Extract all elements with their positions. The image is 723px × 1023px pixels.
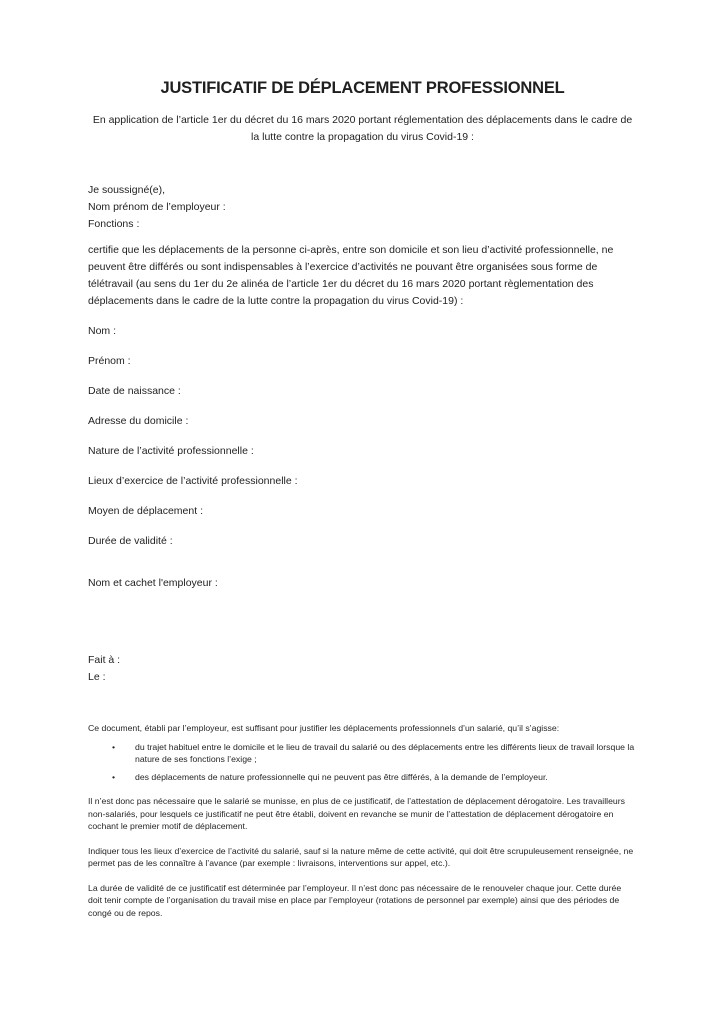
note-paragraph: La durée de validité de ce justificatif est déterminée par l’employeur. Il n’est donc pas nécessaire de le renouveler chaque jour. Cette durée doit tenir compte de l’organisation du travail mise en place par l’employeur (rotations de personnel par exemple) ainsi que des périodes de congé ou de repos. xyxy=(88,882,622,918)
bullet-text: des déplacements de nature professionnelle qui ne peuvent pas être différés, à la demande de l’employeur. xyxy=(135,771,548,782)
intro-line-nom-prenom-employeur: Nom prénom de l’employeur : xyxy=(88,201,226,213)
intro-line-je-soussigne: Je soussigné(e), xyxy=(88,184,166,196)
notes-intro: Ce document, établi par l’employeur, est suffisant pour justifier les déplacements professionnels d’un salarié, qu’il s’agisse: xyxy=(88,723,560,733)
place-date-block xyxy=(88,652,637,686)
field-label-lieux-exercice: Lieux d’exercice de l’activité professionnelle : xyxy=(88,475,298,487)
intro-line-fonctions: Fonctions : xyxy=(88,218,140,230)
intro-block xyxy=(88,182,637,233)
notes-section xyxy=(88,722,637,919)
field-label-adresse-domicile: Adresse du domicile : xyxy=(88,415,189,427)
bullet-text: du trajet habituel entre le domicile et le lieu de travail du salarié ou des déplacements entre les différents lieux de travail lorsque la nature de ses fonctions l’exige ; xyxy=(135,741,635,764)
field-label-nom: Nom : xyxy=(88,325,117,337)
field-label-nature-activite: Nature de l’activité professionnelle : xyxy=(88,445,254,457)
note-paragraph: Indiquer tous les lieux d’exercice de l’activité du salarié, sauf si la nature même de cette activité, qui doit être scrupuleusement renseignée, ne permet pas de les connaître à l’avance (par exemple : livraisons, interventions sur appel, etc.). xyxy=(88,845,634,868)
fait-a-label: Fait à : xyxy=(88,654,121,666)
field-label-prenom: Prénom : xyxy=(88,355,131,367)
subtitle: En application de l’article 1er du décret du 16 mars 2020 portant réglementation des déplacements dans le cadre de la lutte contre la propagation du virus Covid-19 : xyxy=(92,114,633,143)
bullet-icon: • xyxy=(112,771,116,782)
page-title: JUSTIFICATIF DE DÉPLACEMENT PROFESSIONNEL xyxy=(160,79,565,97)
employer-stamp-label: Nom et cachet l'employeur : xyxy=(88,577,218,589)
notes-bullet-list xyxy=(88,741,637,784)
le-label: Le : xyxy=(88,671,106,683)
form-fields xyxy=(88,323,637,550)
field-label-date-naissance: Date de naissance : xyxy=(88,385,181,397)
bullet-item xyxy=(88,741,637,766)
field-label-duree-validite: Durée de validité : xyxy=(88,535,173,547)
bullet-icon: • xyxy=(112,741,116,752)
field-label-moyen-deplacement: Moyen de déplacement : xyxy=(88,505,203,517)
bullet-item xyxy=(88,771,637,784)
certification-paragraph: certifie que les déplacements de la personne ci-après, entre son domicile et son lieu d’activité professionnelle, ne peuvent être différés ou sont indispensables à l’exercice d’activités ne pouvant être organisées sous forme de télétravail (au sens du 1er du 2e alinéa de l’article 1er du décret du 16 mars 2020 portant règlementation des déplacements dans le cadre de la lutte contre la propagation du virus Covid-19) : xyxy=(88,244,614,307)
note-paragraph: Il n’est donc pas nécessaire que le salarié se munisse, en plus de ce justificatif, de l’attestation de déplacement dérogatoire. Les travailleurs non-salariés, pour lesquels ce justificatif ne peut être établi, doivent en revanche se munir de l’attestation de déplacement dérogatoire en cochant le premier motif de déplacement. xyxy=(88,796,625,831)
